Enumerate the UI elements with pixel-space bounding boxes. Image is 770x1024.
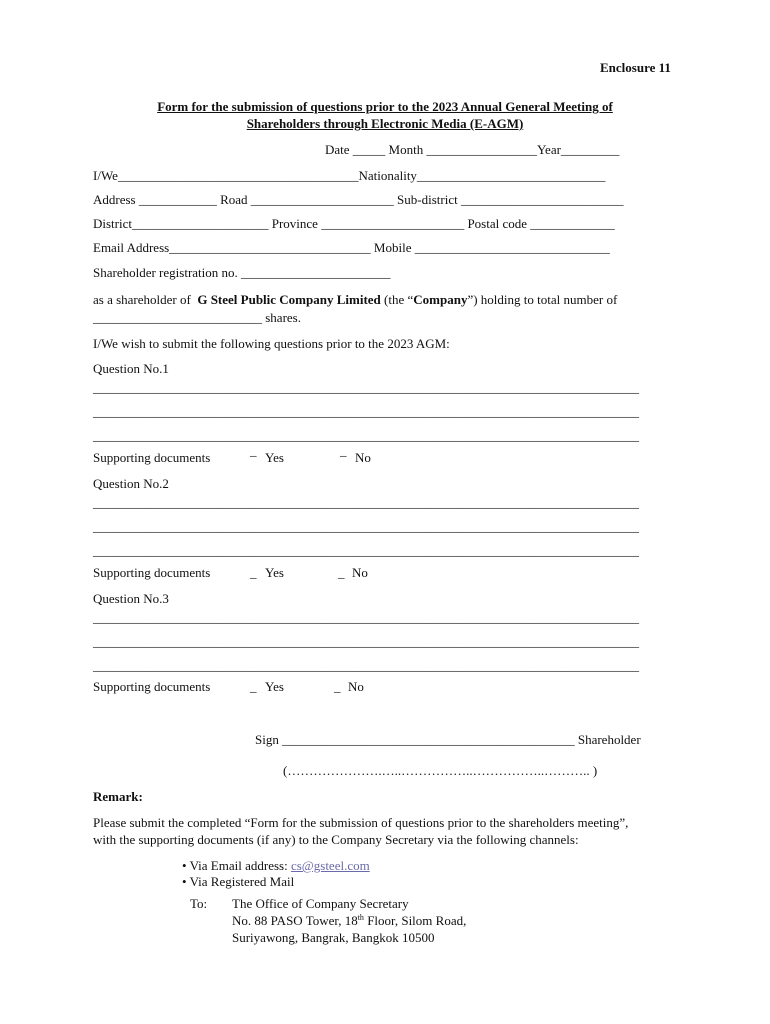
question-2-yes-checkbox[interactable]: _ bbox=[250, 565, 257, 580]
question-3-supporting-label: Supporting documents bbox=[93, 679, 211, 694]
shares-field[interactable]: __________________________ shares. bbox=[93, 310, 301, 325]
to-label: To: bbox=[190, 896, 208, 911]
question-1-label: Question No.1 bbox=[93, 361, 169, 376]
question-3-label: Question No.3 bbox=[93, 591, 169, 606]
question-3-no-label: No bbox=[348, 679, 364, 694]
question-3-no-checkbox[interactable]: _ bbox=[334, 679, 341, 694]
question-3-yes-label: Yes bbox=[265, 679, 284, 694]
remark-paragraph-1: Please submit the completed “Form for the submission of questions prior to the shareholders meeting”, bbox=[93, 815, 629, 830]
question-3-yes-checkbox[interactable]: _ bbox=[250, 679, 257, 694]
question-1-line-2[interactable]: ____________________________________________________________________________________ bbox=[93, 404, 639, 419]
question-3-line-2[interactable]: ____________________________________________________________________________________ bbox=[93, 634, 639, 649]
bullet-email bbox=[182, 858, 370, 874]
question-1-yes-label: Yes bbox=[265, 450, 284, 465]
name-nationality-field[interactable]: I/We_____________________________________Nationality_____________________________ bbox=[93, 168, 606, 183]
form-title-line1: Form for the submission of questions prior to the 2023 Annual General Meeting of bbox=[157, 99, 613, 114]
company-short: Company bbox=[413, 292, 468, 307]
company-mid2: ”) holding to total number of bbox=[467, 292, 618, 307]
form-title-line2: Shareholders through Electronic Media (E-AGM) bbox=[246, 116, 524, 131]
shareholder-sentence bbox=[93, 292, 617, 308]
remark-paragraph-2: with the supporting documents (if any) to the Company Secretary via the following channels: bbox=[93, 832, 579, 847]
address-line-3: Suriyawong, Bangrak, Bangkok 10500 bbox=[232, 930, 435, 945]
question-1-yes-checkbox[interactable]: _ bbox=[250, 443, 257, 458]
question-3-line-3[interactable]: ____________________________________________________________________________________ bbox=[93, 658, 639, 673]
address-line-2-sup: th bbox=[357, 913, 364, 922]
question-2-line-1[interactable]: ____________________________________________________________________________________ bbox=[93, 495, 639, 510]
address-line-2a: No. 88 PASO Tower, 18 bbox=[232, 913, 358, 928]
remark-heading: Remark: bbox=[93, 789, 143, 804]
question-2-no-checkbox[interactable]: _ bbox=[338, 565, 345, 580]
question-2-supporting-label: Supporting documents bbox=[93, 565, 211, 580]
question-3-line-1[interactable]: ____________________________________________________________________________________ bbox=[93, 610, 639, 625]
address-line-1: The Office of Company Secretary bbox=[232, 896, 409, 911]
company-mid1: (the “ bbox=[384, 292, 414, 307]
bullet-mail: • Via Registered Mail bbox=[182, 874, 295, 889]
question-2-line-3[interactable]: ____________________________________________________________________________________ bbox=[93, 543, 639, 558]
email-link[interactable]: cs@gsteel.com bbox=[290, 858, 370, 873]
registration-field[interactable]: Shareholder registration no. _______________________ bbox=[93, 265, 391, 280]
question-1-line-3[interactable]: ____________________________________________________________________________________ bbox=[93, 428, 639, 443]
question-1-supporting-label: Supporting documents bbox=[93, 450, 211, 465]
question-2-label: Question No.2 bbox=[93, 476, 169, 491]
intro-text: I/We wish to submit the following questions prior to the 2023 AGM: bbox=[93, 336, 450, 351]
address-field[interactable]: Address ____________ Road ______________________ Sub-district _________________________ bbox=[93, 192, 624, 207]
question-2-yes-label: Yes bbox=[265, 565, 284, 580]
question-2-no-label: No bbox=[352, 565, 368, 580]
date-field[interactable]: Date _____ Month _________________Year_________ bbox=[325, 142, 620, 157]
shareholder-prefix: as a shareholder of bbox=[93, 292, 191, 307]
bullet-email-label: • Via Email address: bbox=[182, 858, 288, 873]
email-mobile-field[interactable]: Email Address_______________________________ Mobile ______________________________ bbox=[93, 240, 610, 255]
enclosure-label: Enclosure 11 bbox=[600, 60, 671, 75]
company-name: G Steel Public Company Limited bbox=[197, 292, 381, 307]
address-line-2 bbox=[232, 913, 466, 929]
printed-name-field[interactable]: (………………….…..……………..……………..……….. ) bbox=[283, 763, 598, 778]
address-line-2b: Floor, Silom Road, bbox=[363, 913, 467, 928]
district-field[interactable]: District_____________________ Province ______________________ Postal code _____________ bbox=[93, 216, 615, 231]
question-1-no-checkbox[interactable]: _ bbox=[340, 443, 347, 458]
question-2-line-2[interactable]: ____________________________________________________________________________________ bbox=[93, 519, 639, 534]
question-1-no-label: No bbox=[355, 450, 371, 465]
question-1-line-1[interactable]: ____________________________________________________________________________________ bbox=[93, 380, 639, 395]
signature-field[interactable]: Sign _____________________________________________ Shareholder bbox=[255, 732, 641, 747]
